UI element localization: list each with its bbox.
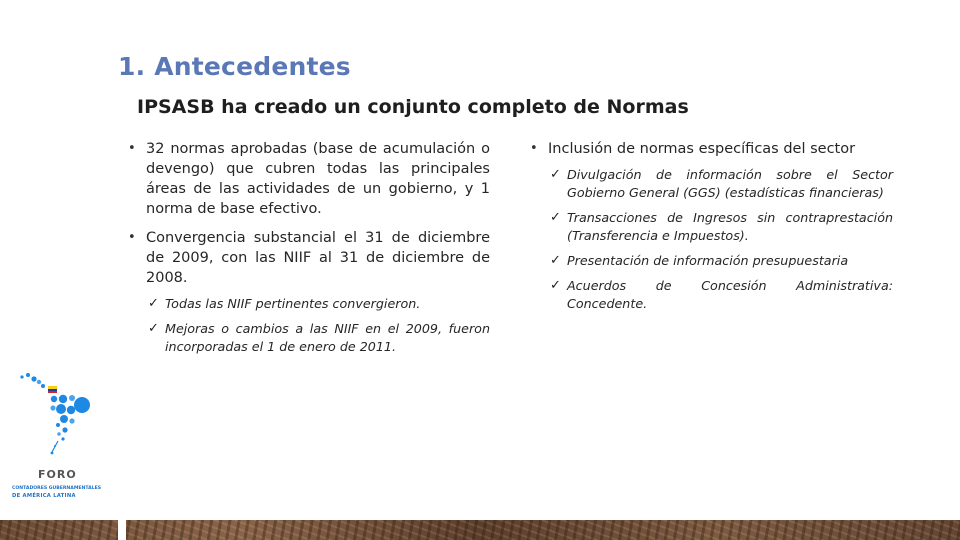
slide-subtitle: IPSASB ha creado un conjunto completo de Normas: [137, 96, 689, 118]
left-column: [128, 140, 490, 366]
foro-logo: [8, 368, 108, 508]
bullet-text: 32 normas aprobadas (base de acumulación o devengo) que cubren todas las principales áreas de las actividades de un gobierno, y 1 norma de base efectivo.: [146, 141, 490, 217]
check-item: ✓ Todas las NIIF pertinentes convergieron.: [146, 295, 490, 313]
logo-tagline-line2: DE AMÉRICA LATINA: [12, 493, 76, 499]
logo-tagline-line1: CONTADORES GUBERNAMENTALES: [12, 486, 102, 491]
slide-title: 1. Antecedentes: [118, 52, 351, 81]
footer-texture-strip: [0, 520, 960, 540]
check-list: [548, 166, 893, 313]
right-column: [530, 140, 893, 323]
bullet-text: Convergencia substancial el 31 de diciembre de 2009, con las NIIF al 31 de diciembre de 2008.: [146, 230, 490, 287]
bullet-item: [128, 140, 490, 219]
bullet-item: [530, 140, 893, 313]
latin-america-map-icon: [8, 368, 108, 468]
right-bullet-list: [530, 140, 893, 313]
footer-strip-divider: [118, 520, 126, 540]
check-item: ✓ Acuerdos de Concesión Administrativa: Concedente.: [548, 277, 893, 313]
check-item: ✓ Mejoras o cambios a las NIIF en el 2009, fueron incorporadas el 1 de enero de 2011.: [146, 320, 490, 356]
check-list: [146, 295, 490, 356]
logo-wordmark: FORO: [38, 468, 77, 481]
check-item: ✓ Transacciones de Ingresos sin contraprestación (Transferencia e Impuestos).: [548, 209, 893, 245]
bullet-item: [128, 229, 490, 356]
check-item: ✓ Presentación de información presupuestaria: [548, 252, 893, 270]
check-item: ✓ Divulgación de información sobre el Sector Gobierno General (GGS) (estadísticas financieras): [548, 166, 893, 202]
left-bullet-list: [128, 140, 490, 356]
bullet-text: Inclusión de normas específicas del sector: [548, 141, 856, 157]
